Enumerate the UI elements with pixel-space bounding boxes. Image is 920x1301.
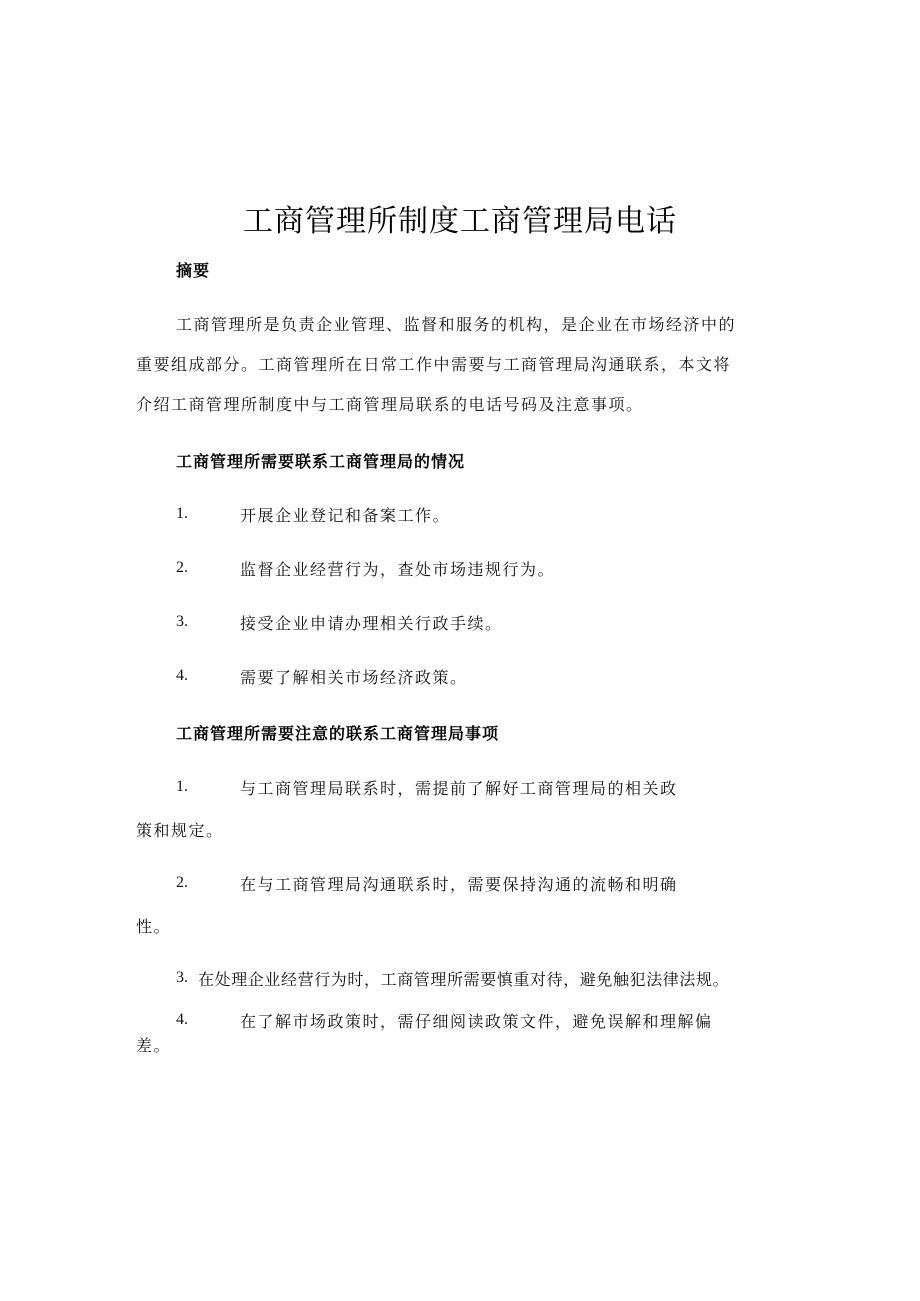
section2-item-2-continuation: 性。 [136, 917, 172, 936]
abstract-line-3: 介绍工商管理所制度中与工商管理局联系的电话号码及注意事项。 [136, 395, 644, 414]
section1-item-1-number: 1. [176, 505, 188, 522]
section2-heading: 工商管理所需要注意的联系工商管理局事项 [176, 724, 500, 743]
section2-item-1-continuation: 策和规定。 [136, 821, 224, 840]
section2-item-3-text: 在处理企业经营行为时，工商管理所需要慎重对待，避免触犯法律法规。 [198, 970, 730, 989]
section2-item-4-text: 在了解市场政策时，需仔细阅读政策文件，避免误解和理解偏 [240, 1012, 713, 1031]
abstract-heading: 摘要 [176, 261, 211, 280]
section2-item-1-text: 与工商管理局联系时，需提前了解好工商管理局的相关政 [240, 779, 678, 798]
section2-item-4-continuation: 差。 [136, 1036, 172, 1055]
abstract-line-1: 工商管理所是负责企业管理、监督和服务的机构，是企业在市场经济中的 [176, 315, 737, 334]
abstract-line-2: 重要组成部分。工商管理所在日常工作中需要与工商管理局沟通联系，本文将 [136, 355, 732, 374]
section1-item-2-number: 2. [176, 559, 188, 576]
section2-item-1-number: 1. [176, 778, 188, 795]
document-title: 工商管理所制度工商管理局电话 [243, 204, 677, 239]
section2-item-2-number: 2. [176, 874, 188, 891]
section2-item-4-number: 4. [176, 1011, 188, 1028]
section1-item-4-number: 4. [176, 667, 188, 684]
section1-item-3-text: 接受企业申请办理相关行政手续。 [240, 614, 503, 633]
section2-item-2-text: 在与工商管理局沟通联系时，需要保持沟通的流畅和明确 [240, 875, 678, 894]
section1-item-3-number: 3. [176, 613, 188, 630]
section1-item-2-text: 监督企业经营行为，查处市场违规行为。 [240, 560, 556, 579]
section1-item-4-text: 需要了解相关市场经济政策。 [240, 668, 468, 687]
section2-item-3-number: 3. [176, 969, 188, 986]
section1-item-1-text: 开展企业登记和备案工作。 [240, 506, 451, 525]
section1-heading: 工商管理所需要联系工商管理局的情况 [176, 452, 466, 471]
